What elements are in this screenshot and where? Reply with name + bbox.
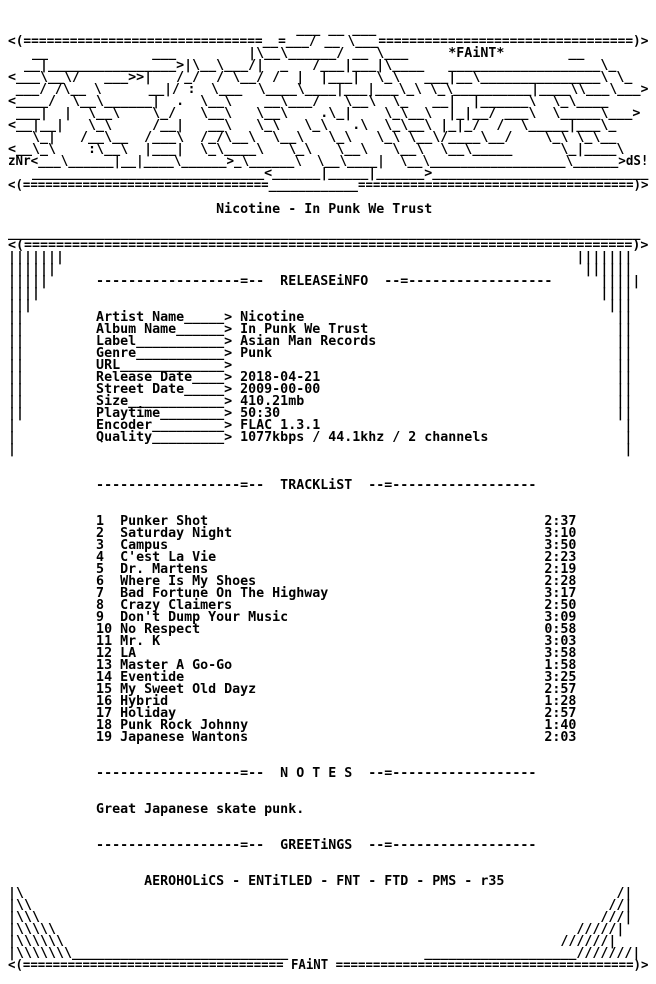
release-info-row: || Genre___________> Punk ||: [8, 346, 633, 361]
track-row: 18 Punk Rock Johnny 1:40: [8, 718, 577, 733]
nfo-line: |\\\ ///|: [8, 910, 633, 925]
nfo-line: |||| ||||: [8, 286, 633, 301]
nfo-line: ___ __ ___: [8, 22, 377, 37]
release-info-row: ___| | \__\ \_/ \__\ \__\ .\_| \_\__\ |_|__/ ___\ \_____\___>: [8, 106, 641, 121]
track-row: 15 My Sweet Old Dayz 2:57: [8, 682, 577, 697]
track-row: 8 Crazy Claimers 2:50: [8, 598, 577, 613]
nfo-line: ||| |||: [8, 298, 633, 313]
nfo-line: | |: [8, 442, 633, 457]
border-line: <(=================================____________=====================================)>: [8, 178, 649, 193]
track-row: 11 Mr. K 3:03: [8, 634, 577, 649]
border-line: <(=================================== FAiNT ========================================)>: [8, 958, 649, 973]
track-row: 1 Punker Shot 2:37: [8, 514, 577, 529]
release-info-row: || Street Date_____> 2009-00-00 ||: [8, 382, 633, 397]
section-header: ------------------=-- N O T E S --=------------------: [8, 766, 537, 781]
track-row: 13 Master A Go-Go 1:58: [8, 658, 577, 673]
nfo-line: <____/ \__\______| . \__\ __\___/ \__\ \_ __| |______\ \_\____: [8, 94, 609, 109]
track-row: 17 Holiday 2:57: [8, 706, 577, 721]
nfo-line: \_| /__\__ /___\ /_/\__\ \__\ \_\ \_\ \__\/____\__/ \_\ \_\__: [8, 130, 617, 145]
release-info-row: || Album Name______> In Punk We Trust ||: [8, 322, 633, 337]
release-info-row: <___\__\/ ___>>| /_/ / \__/ / | |___| \_\ ___|__\_______________\ \_: [8, 70, 633, 85]
section-header: ------------------=-- GREETiNGS --=------------------: [8, 838, 537, 853]
nfo-line: ||||||| |||||||: [8, 250, 633, 265]
nfo-line: __ ___ |\__\______/ __ \___ *FAiNT* __: [8, 46, 585, 61]
track-row: 9 Don't Dump Your Music 3:09: [8, 610, 577, 625]
nfo-line: Great Japanese skate punk.: [8, 802, 305, 817]
release-info-row: || Artist Name_____> Nicotine ||: [8, 310, 633, 325]
nfo-line: |||||| ||||||: [8, 262, 633, 277]
nfo-line: |\\\\\\ //////|: [8, 934, 617, 949]
release-info-row: _____________________________<______|_____|______>___________________________: [8, 166, 649, 181]
release-info-row: | Encoder_________> FLAC 1.3.1 |: [8, 418, 633, 433]
track-row: 5 Dr. Martens 2:19: [8, 562, 577, 577]
section-header: ------------------=-- TRACKLiST --=------------------: [8, 478, 537, 493]
release-info-row: | Quality_________> 1077kbps / 44.1khz / 2 channels |: [8, 430, 633, 445]
nfo-line: <__\_\ :\__\ |___| \_\____\ \_\ \__\ \__\ \__\_____ \_|____\: [8, 142, 625, 157]
release-info-row: || Size____________> 410.21mb ||: [8, 394, 633, 409]
nfo-line: AEROHOLiCS - ENTiTLED - FNT - FTD - PMS - r35: [8, 874, 505, 889]
nfo-line: <__|__| \_\ /__| __\ \_\ \_\ .\ \_\__\ |_|_/ / \_____|___\_: [8, 118, 617, 133]
section-header: ||||| ------------------=-- RELEASEiNFO --=------------------ |||||: [8, 274, 641, 289]
nfo-line: Nicotine - In Punk We Trust: [8, 202, 433, 217]
track-row: 10 No Respect 0:58: [8, 622, 577, 637]
nfo-line: |\\ //|: [8, 898, 633, 913]
track-row: 3 Campus 3:50: [8, 538, 577, 553]
release-info-row: || Playtime________> 50:30 ||: [8, 406, 633, 421]
track-row: 19 Japanese Wantons 2:03: [8, 730, 577, 745]
release-info-row: zNr<___\______|__|____\______>_\______\ \__\____| \__\__________________\______>dS!: [8, 154, 649, 169]
release-info-row: || Release Date____> 2018-04-21 ||: [8, 370, 633, 385]
track-row: 7 Bad Fortune On The Highway 3:17: [8, 586, 577, 601]
nfo-line: |\ /|: [8, 886, 633, 901]
border-line: <(============================================================================)>: [8, 238, 649, 253]
release-info-row: || URL_____________> ||: [8, 358, 633, 373]
nfo-line: |\\\\\\\___________________________ ___________________///////|: [8, 946, 641, 961]
border-line: <(===============================__=___/ __ \___=================================)>: [8, 34, 649, 49]
release-info-row: ___/ /\__ \ __|/ : \___ \____\____|___|___\_\ \_\__________|____\\___\___>: [8, 82, 649, 97]
release-info-row: || Label___________> Asian Man Records ||: [8, 334, 633, 349]
track-row: 2 Saturday Night 3:10: [8, 526, 577, 541]
nfo-line: |\\\\\ /////|: [8, 922, 625, 937]
track-row: 12 LA 3:58: [8, 646, 577, 661]
track-row: 6 Where Is My Shoes 2:28: [8, 574, 577, 589]
nfo-line: _______________________________________________________________________________: [8, 226, 641, 241]
release-info-row: __|________________>|\__\___/| _ /___|___|\____ ___________________\_: [8, 58, 617, 73]
track-row: 4 C'est La Vie 2:23: [8, 550, 577, 565]
track-row: 16 Hybrid 1:28: [8, 694, 577, 709]
track-row: 14 Eventide 3:25: [8, 670, 577, 685]
